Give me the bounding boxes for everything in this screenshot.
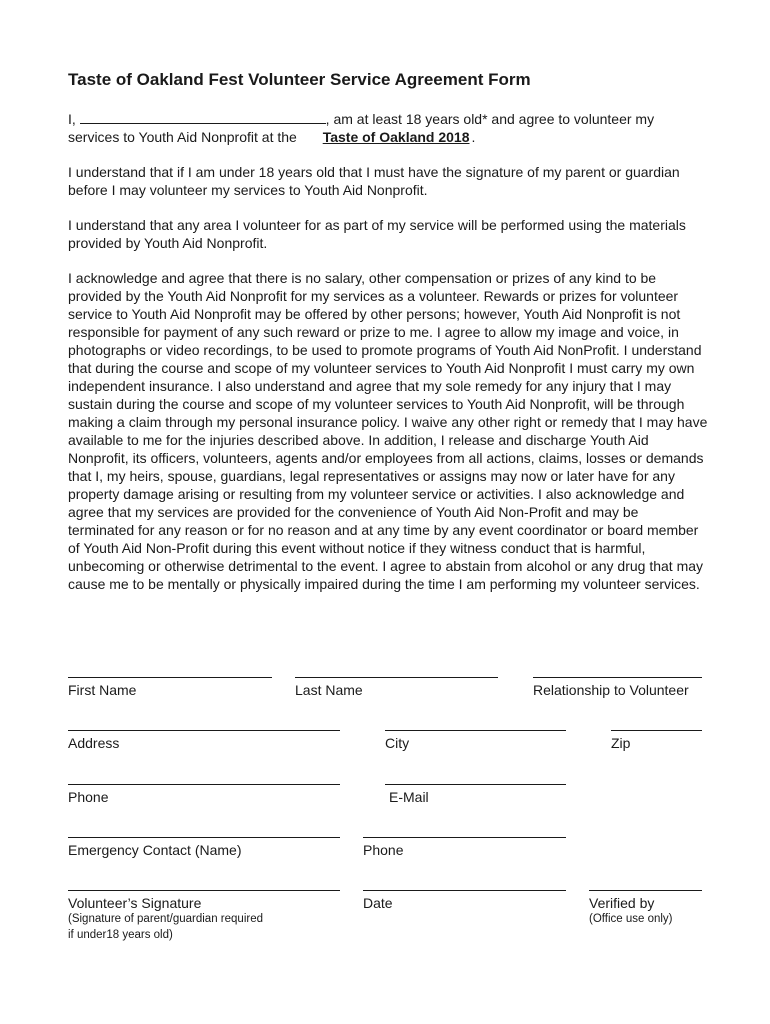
- phone-line[interactable]: [68, 784, 340, 785]
- last-name-line[interactable]: [295, 677, 498, 678]
- intro-middle: , am at least 18 years old* and agree to volunteer my services to Youth Aid Nonprofit at the: [68, 111, 655, 145]
- signature-note-line-1: (Signature of parent/guardian required: [68, 913, 263, 925]
- intro-paragraph: [68, 110, 708, 146]
- emergency-contact-label: Emergency Contact (Name): [68, 842, 242, 858]
- city-line[interactable]: [385, 730, 566, 731]
- relationship-line[interactable]: [533, 677, 702, 678]
- signature-note-line-2: if under18 years old): [68, 929, 173, 941]
- intro-prefix: I,: [68, 111, 76, 127]
- paragraph-materials: I understand that any area I volunteer for as part of my service will be performed using the materials provided by Youth Aid Nonprofit.: [68, 217, 686, 251]
- zip-label: Zip: [611, 735, 631, 751]
- last-name-label: Last Name: [295, 682, 363, 698]
- date-line[interactable]: [363, 890, 566, 891]
- emergency-contact-line[interactable]: [68, 837, 340, 838]
- email-label: E-Mail: [389, 789, 429, 805]
- address-line[interactable]: [68, 730, 340, 731]
- first-name-label: First Name: [68, 682, 137, 698]
- signature-line[interactable]: [68, 890, 340, 891]
- paragraph-parent-signature: I understand that if I am under 18 years old that I must have the signature of my parent or guardian before I may volunteer my services to Youth Aid Nonprofit.: [68, 164, 680, 198]
- signature-label: Volunteer’s Signature: [68, 895, 202, 911]
- emergency-phone-label: Phone: [363, 842, 404, 858]
- intro-suffix: .: [471, 129, 476, 145]
- verified-note: (Office use only): [589, 913, 673, 925]
- volunteer-name-blank[interactable]: [80, 111, 326, 124]
- phone-label: Phone: [68, 789, 109, 805]
- zip-line[interactable]: [611, 730, 702, 731]
- relationship-label: Relationship to Volunteer: [533, 682, 689, 698]
- emergency-phone-line[interactable]: [363, 837, 566, 838]
- first-name-line[interactable]: [68, 677, 272, 678]
- city-label: City: [385, 735, 410, 751]
- form-title: Taste of Oakland Fest Volunteer Service Agreement Form: [68, 70, 531, 89]
- address-label: Address: [68, 735, 120, 751]
- verified-by-line[interactable]: [589, 890, 702, 891]
- paragraph-acknowledgement: I acknowledge and agree that there is no salary, other compensation or prizes of any kind to be provided by the Youth Aid Nonprofit for my services as a volunteer. Rewards or prizes for volunteer service to Youth Aid Nonprofit may be offered by other persons; however, Youth Aid Nonprofit is not responsible for payment of any such reward or prize to me. I agree to allow my image and voice, in photographs or video recordings, to be used to promote programs of Youth Aid NonProfit. I understand that during the course and scope of my volunteer services to Youth Aid Nonprofit I must carry my own independent insurance. I also understand and agree that my sole remedy for any injury that I may sustain during the course and scope of my volunteer services to Youth Aid Nonprofit, will be through making a claim through my personal insurance policy. I waive any other right or remedy that I may have available to me for the injuries described above. In addition, I release and discharge Youth Aid Nonprofit, its officers, volunteers, agents and/or employees from all actions, claims, losses or demands that I, my heirs, spouse, guardians, legal representatives or assigns may now or later have for any property damage arising or resulting from my volunteer service or activities. I also acknowledge and agree that my services are provided for the convenience of Youth Aid Non-Profit and may be terminated for any reason or for no reason and at any time by any event coordinator or board member of Youth Aid Non-Profit during this event without notice if they witness conduct that is harmful, unbecoming or otherwise detrimental to the event. I agree to abstain from alcohol or any drug that may cause me to be mentally or physically impaired during the time I am performing my volunteer services.: [68, 270, 708, 592]
- verified-by-label: Verified by: [589, 895, 655, 911]
- email-line[interactable]: [385, 784, 566, 785]
- event-name: Taste of Oakland 2018: [322, 129, 470, 145]
- date-label: Date: [363, 895, 393, 911]
